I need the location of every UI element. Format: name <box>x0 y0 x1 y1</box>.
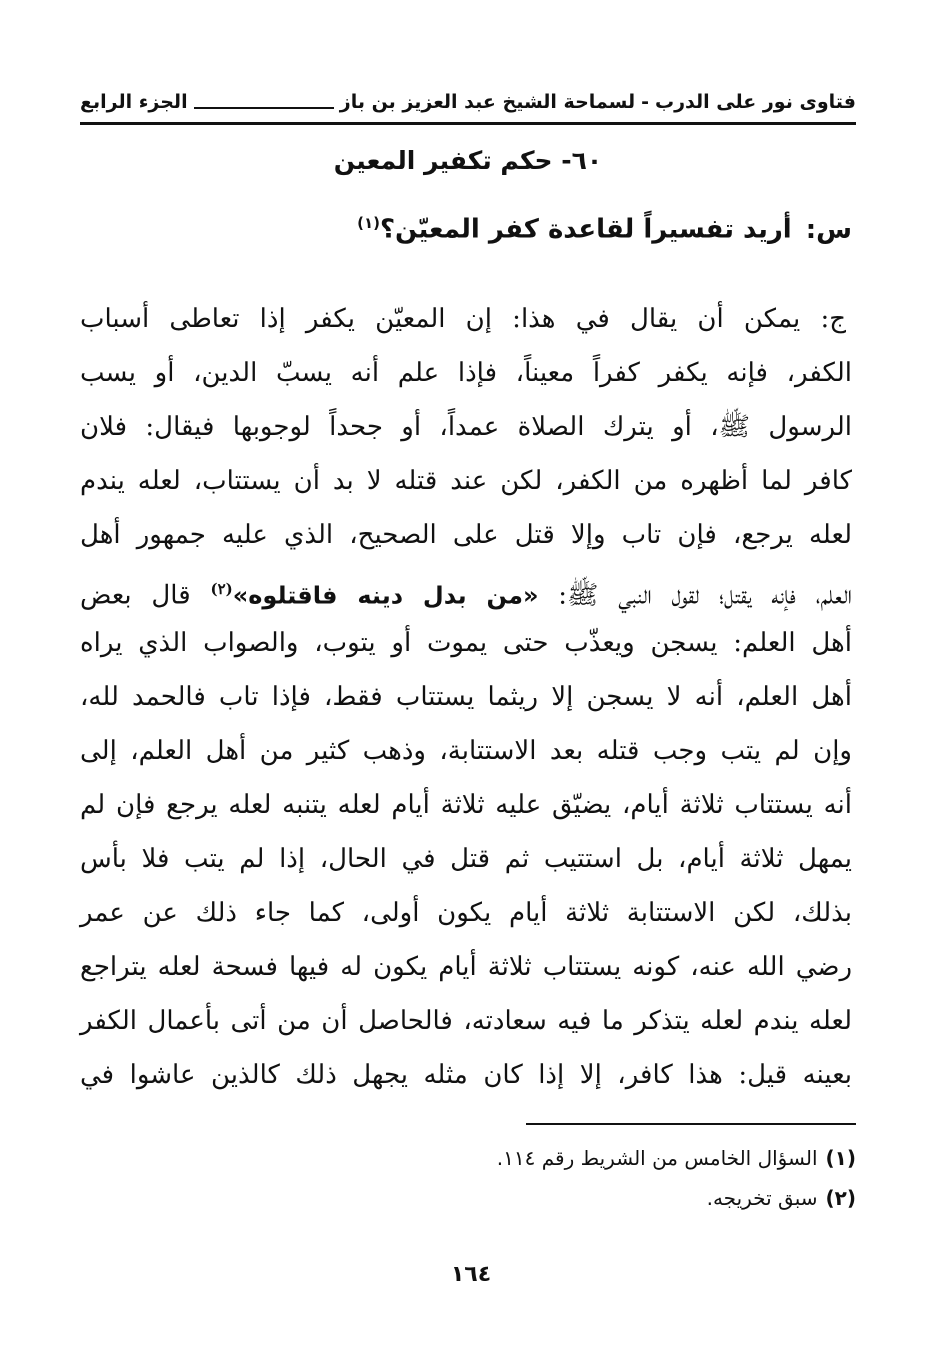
footnote-2 <box>80 1178 856 1218</box>
answer-line: الرسول ﷺ، أو يترك الصلاة عمداً، أو جحداً لوجوبها فيقال: فلان <box>80 412 852 442</box>
answer-line: ج: يمكن أن يقال في هذا: إن المعيّن يكفر إذا تعاطى أسباب <box>80 304 846 334</box>
footnote-number: (١) <box>825 1146 856 1170</box>
question-text: أريد تفسيراً لقاعدة كفر المعيّن؟ <box>379 214 792 245</box>
footnote-number: (٢) <box>825 1186 856 1210</box>
footnote-text: سبق تخريجه. <box>706 1186 818 1210</box>
page-number: ١٦٤ <box>450 1262 492 1287</box>
question-prefix: س: <box>805 214 852 245</box>
footnotes <box>80 1138 856 1218</box>
answer-line: رضي الله عنه، كونه يستتاب ثلاثة أيام يكون له فيها فسحة لعله يتراجع <box>80 952 852 982</box>
answer-line: أهل العلم، أنه لا يسجن إلا ريثما يستتاب فقط، فإذا تاب فالحمد لله، <box>80 682 852 712</box>
answer-line: الكفر، فإنه يكفر كفراً معيناً، فإذا علم أنه يسبّ الدين، أو يسب <box>80 358 852 388</box>
answer-line: لعله يندم لعله يتذكر ما فيه سعادته، فالحاصل أن من أتى بأعمال الكفر <box>80 1006 852 1036</box>
volume-label: الجزء الرابع <box>80 91 188 113</box>
answer-line: وإن لم يتب وجب قتله بعد الاستتابة، وذهب كثير من أهل العلم، إلى <box>80 736 852 766</box>
hadith-intro: العلم، فإنه يقتل؛ لقول النبي ﷺ: <box>558 580 853 611</box>
answer-line: بذلك، لكن الاستتابة ثلاثة أيام يكون أولى، كما جاء ذلك عن عمر <box>80 898 852 928</box>
hadith-quote: «من بدل دينه فاقتلوه» <box>232 581 539 610</box>
section-title: ٦٠- حكم تكفير المعين <box>333 146 603 175</box>
answer-body <box>80 292 852 1102</box>
answer-line: يمهل ثلاثة أيام، بل استتيب ثم قتل في الحال، إذا لم يتب فلا بأس <box>80 844 852 874</box>
header-separator: - <box>641 91 649 113</box>
hadith-continuation: قال بعض <box>80 580 191 611</box>
footnote-text: السؤال الخامس من الشريط رقم ١١٤. <box>496 1146 818 1170</box>
answer-line: أهل العلم: يسجن ويعذّب حتى يموت أو يتوب، والصواب الذي يراه <box>80 628 852 658</box>
answer-line: كافر لما أظهره من الكفر، لكن عند قتله لا بد أن يستتاب، لعله يندم <box>80 466 852 496</box>
answer-line-hadith <box>80 562 852 616</box>
answer-line: لعله يرجع، فإن تاب وإلا قتل على الصحيح، الذي عليه جمهور أهل <box>80 520 852 550</box>
header-rule <box>80 122 856 125</box>
footnote-ref-1: (١) <box>357 214 380 232</box>
question <box>80 214 852 245</box>
answer-line: أنه يستتاب ثلاثة أيام، يضيّق عليه ثلاثة أيام لعله يتنبه لعله يرجع فإن لم <box>80 790 852 820</box>
running-header <box>80 82 856 122</box>
book-title: فتاوى نور على الدرب <box>655 91 856 113</box>
footnote-ref-2: (٢) <box>210 580 233 598</box>
footnote-1 <box>80 1138 856 1178</box>
author-name: لسماحة الشيخ عبد العزيز بن باز <box>339 91 636 113</box>
header-dash-line <box>194 107 334 109</box>
answer-line: بعينه قيل: هذا كافر، إلا إذا كان مثله يجهل ذلك كالذين عاشوا في <box>80 1060 852 1090</box>
footnote-rule <box>526 1123 856 1125</box>
